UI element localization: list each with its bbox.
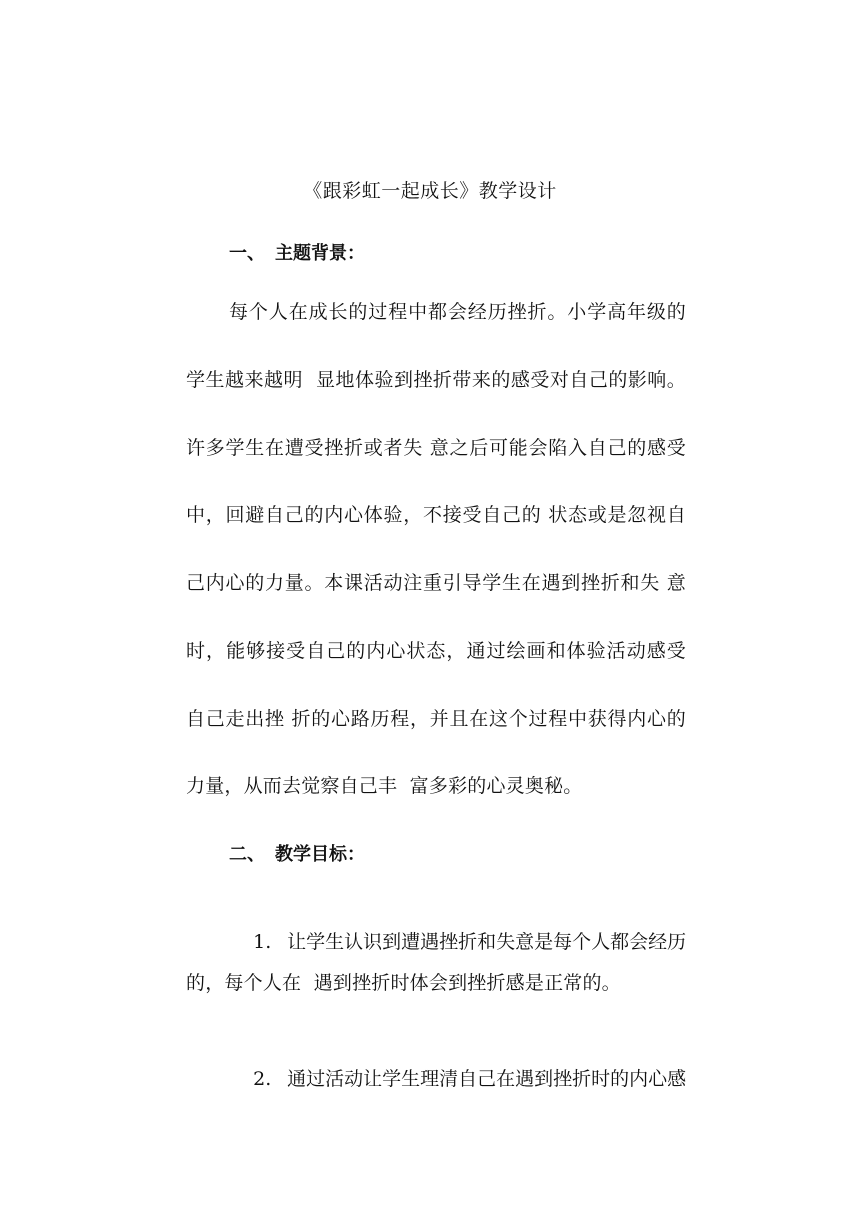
- section-heading-text: 主题背景：: [275, 243, 365, 264]
- paragraph-line: 许多学生在遭受挫折或者失 意之后可能会陷入自己的感受: [186, 437, 686, 459]
- section-heading-background: [229, 241, 365, 267]
- section-heading-text: 教学目标：: [275, 844, 365, 865]
- paragraph-line: 己内心的力量。本课活动注重引导学生在遇到挫折和失 意: [186, 572, 686, 594]
- paragraph-line: 力量，从而去觉察自己丰 富多彩的心灵奥秘。: [186, 775, 583, 797]
- list-item-text: 通过活动让学生理清自己在遇到挫折时的内心感: [287, 1068, 687, 1090]
- paragraph-line: 时，能够接受自己的内心状态，通过绘画和体验活动感受: [186, 640, 686, 662]
- section-number: 二、: [229, 844, 265, 865]
- list-item-text: 让学生认识到遭遇挫折和失意是每个人都会经历: [287, 931, 687, 953]
- document-title: 《跟彩虹一起成长》教学设计: [303, 180, 557, 202]
- list-item: [229, 1040, 686, 1118]
- section-heading-objectives: [229, 842, 365, 868]
- paragraph-line: 学生越来越明 显地体验到挫折带来的感受对自己的影响。: [186, 369, 686, 391]
- paragraph-line: 中，回避自己的内心体验，不接受自己的 状态或是忽视自: [186, 504, 686, 526]
- paragraph-line: 自己走出挫 折的心路历程，并且在这个过程中获得内心的: [186, 708, 686, 730]
- paragraph-line: 每个人在成长的过程中都会经历挫折。小学高年级的: [229, 301, 686, 323]
- list-item-marker: 2.: [253, 1068, 272, 1090]
- list-item-continuation: 的，每个人在 遇到挫折时体会到挫折感是正常的。: [186, 972, 621, 994]
- section-number: 一、: [229, 243, 265, 264]
- list-item-marker: 1.: [253, 931, 272, 953]
